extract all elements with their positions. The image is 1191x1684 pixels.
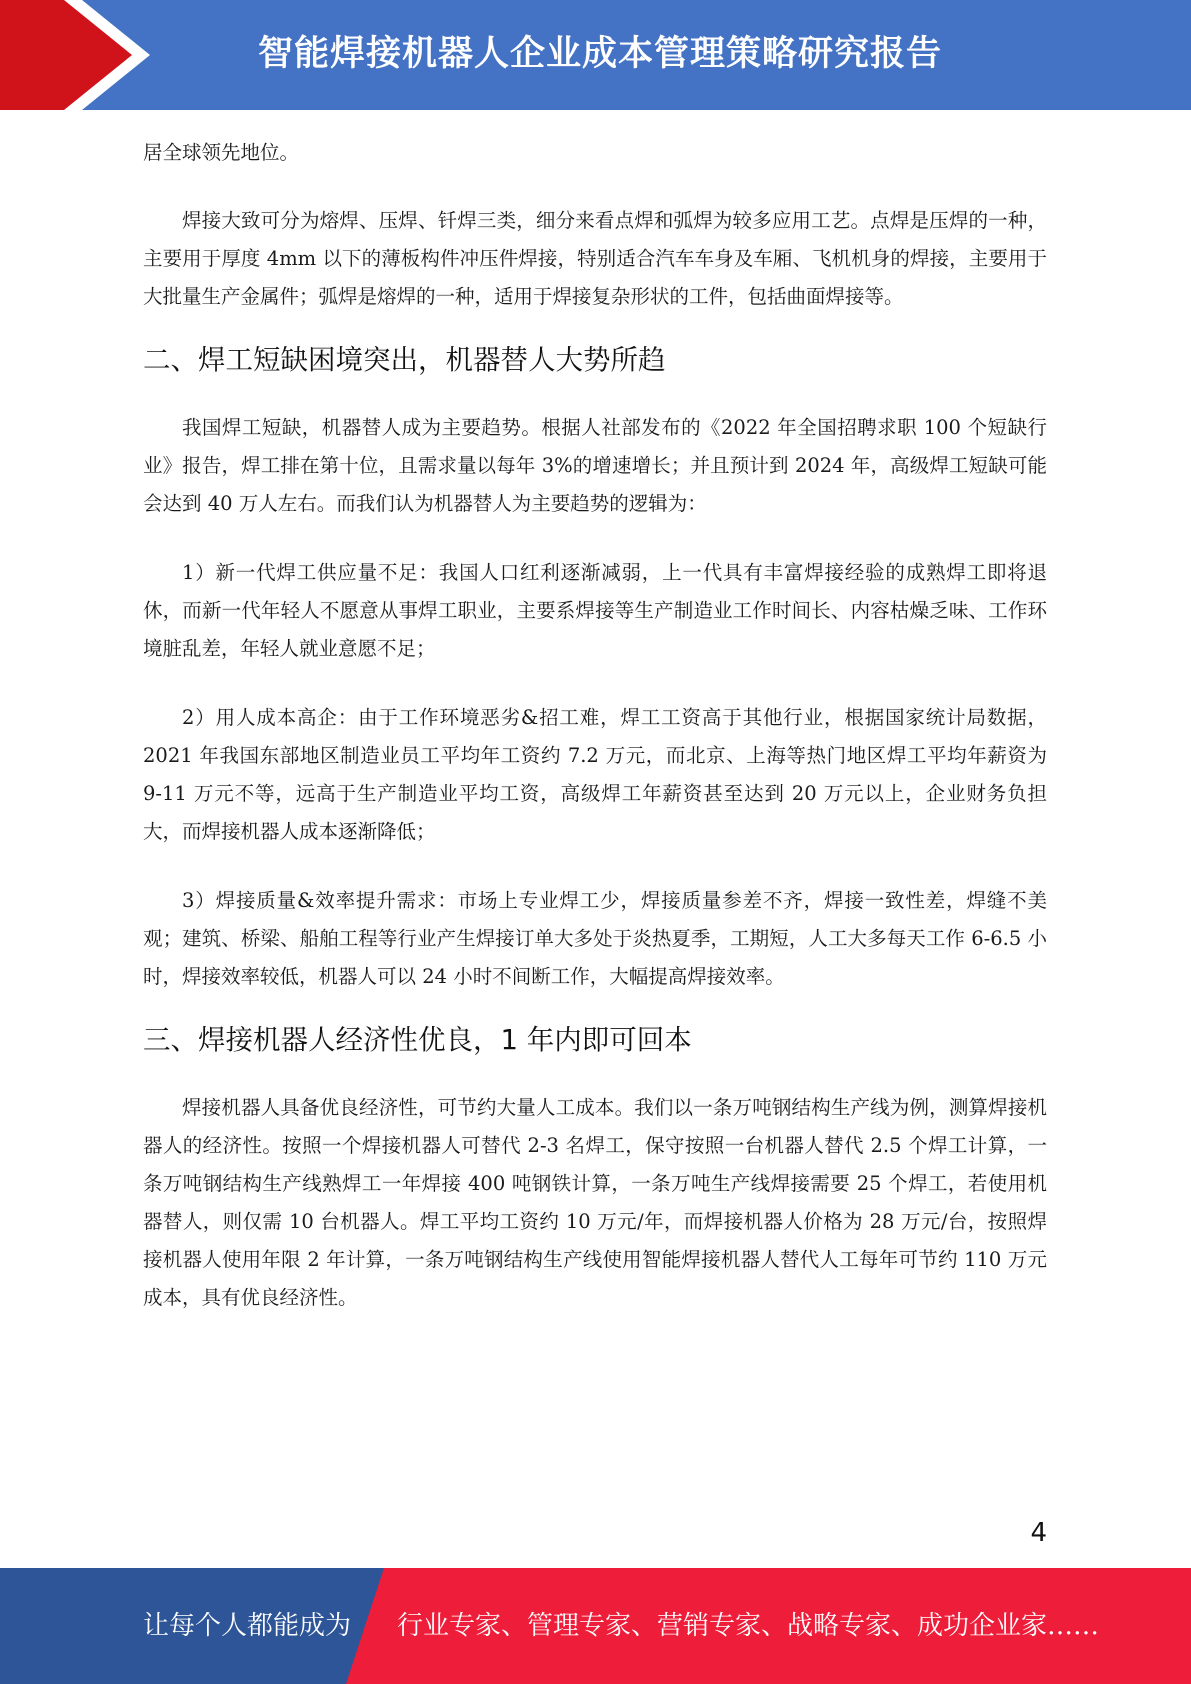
paragraph: 焊接机器人具备优良经济性，可节约大量人工成本。我们以一条万吨钢结构生产线为例，测算焊接机器人的经济性。按照一个焊接机器人可替代 2-3 名焊工，保守按照一台机器人替代 2.5 个焊工计算，一条万吨钢结构生产线熟焊工一年焊接 400 吨钢铁计算，一条万吨生产线焊接需要 25 个焊工，若使用机器替人，则仅需 10 台机器人。焊工平均工资约 10 万元/年，而焊接机器人价格为 28 万元/台，按照焊接机器人使用年限 2 年计算，一条万吨钢结构生产线使用智能焊接机器人替代人工每年可节约 110 万元成本，具有优良经济性。 xyxy=(143,1096,1047,1309)
page-header xyxy=(0,0,1191,110)
header-arrow-decoration xyxy=(0,0,170,110)
footer-slogan-left: 让每个人都能成为 xyxy=(143,1611,352,1641)
page-footer xyxy=(0,1568,1191,1684)
section-heading: 二、焊工短缺困境突出，机器替人大势所趋 xyxy=(143,344,666,376)
footer-slogan-right: 行业专家、管理专家、营销专家、战略专家、成功企业家…… xyxy=(397,1611,1100,1641)
list-item: 2）用人成本高企：由于工作环境恶劣&招工难，焊工工资高于其他行业，根据国家统计局数据，2021 年我国东部地区制造业员工平均年工资约 7.2 万元，而北京、上海等热门地区焊工平均年薪资为 9-11 万元不等，远高于生产制造业平均工资，高级焊工年薪资甚至达到 20 万元以上，企业财务负担大，而焊接机器人成本逐渐降低； xyxy=(143,706,1047,843)
list-item: 1）新一代焊工供应量不足：我国人口红利逐渐减弱，上一代具有丰富焊接经验的成熟焊工即将退休，而新一代年轻人不愿意从事焊工职业，主要系焊接等生产制造业工作时间长、内容枯燥乏味、工作环境脏乱差，年轻人就业意愿不足； xyxy=(143,561,1047,660)
paragraph: 居全球领先地位。 xyxy=(143,141,300,164)
section-heading: 三、焊接机器人经济性优良，1 年内即可回本 xyxy=(143,1024,692,1056)
page-content xyxy=(143,134,1047,1317)
list-item: 3）焊接质量&效率提升需求：市场上专业焊工少，焊接质量参差不齐，焊接一致性差，焊缝不美观；建筑、桥梁、船舶工程等行业产生焊接订单大多处于炎热夏季，工期短，人工大多每天工作 6-6.5 小时，焊接效率较低，机器人可以 24 小时不间断工作，大幅提高焊接效率。 xyxy=(143,889,1047,988)
document-title: 智能焊接机器人企业成本管理策略研究报告 xyxy=(258,34,943,74)
paragraph: 焊接大致可分为熔焊、压焊、钎焊三类，细分来看点焊和弧焊为较多应用工艺。点焊是压焊的一种，主要用于厚度 4mm 以下的薄板构件冲压件焊接，特别适合汽车车身及车厢、飞机机身的焊接，主要用于大批量生产金属件；弧焊是熔焊的一种，适用于焊接复杂形状的工件，包括曲面焊接等。 xyxy=(143,209,1047,308)
page-number: 4 xyxy=(1030,1518,1047,1548)
paragraph: 我国焊工短缺，机器替人成为主要趋势。根据人社部发布的《2022 年全国招聘求职 100 个短缺行业》报告，焊工排在第十位，且需求量以每年 3%的增速增长；并且预计到 2024 年，高级焊工短缺可能会达到 40 万人左右。而我们认为机器替人为主要趋势的逻辑为： xyxy=(143,416,1047,515)
